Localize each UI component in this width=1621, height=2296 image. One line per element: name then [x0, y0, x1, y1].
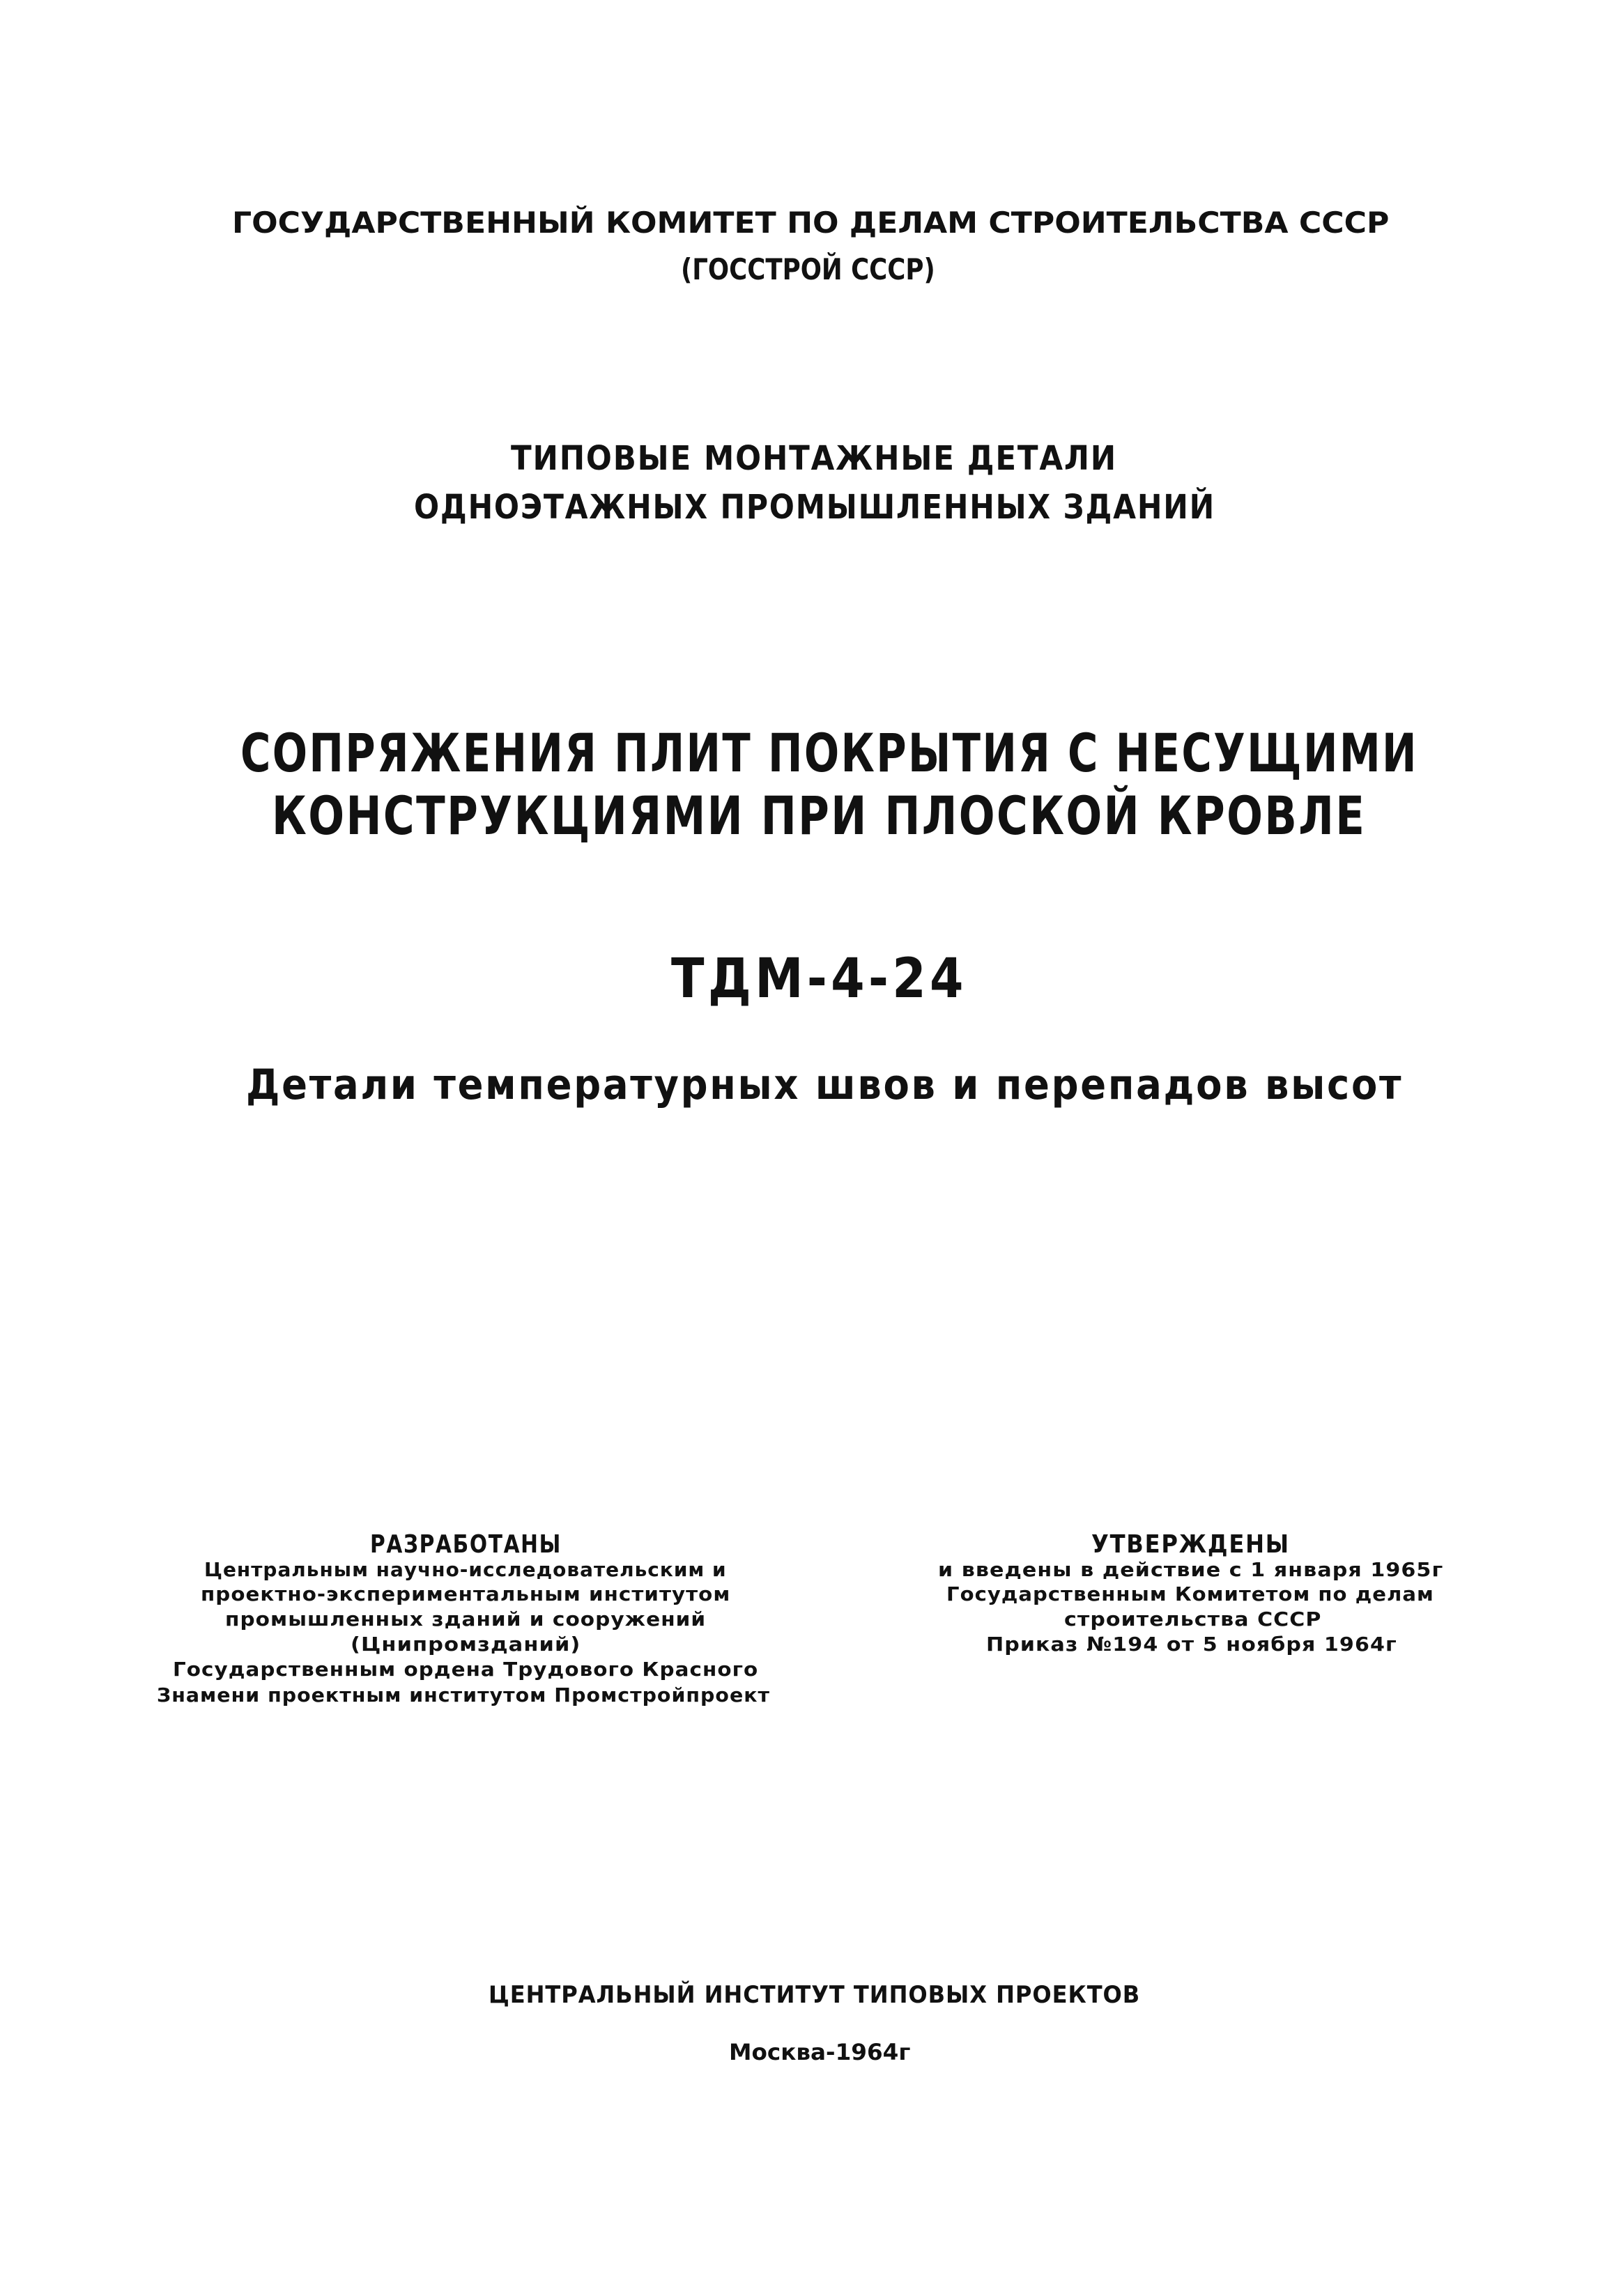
publisher-name: ЦЕНТРАЛЬНЫЙ ИНСТИТУТ ТИПОВЫХ ПРОЕКТОВ — [488, 1981, 1140, 2009]
approved-heading: УТВЕРЖДЕНЫ — [1091, 1530, 1290, 1559]
approved-line: Приказ №194 от 5 ноября 1964г — [986, 1633, 1397, 1656]
developed-line: промышленных зданий и сооружений — [225, 1608, 707, 1631]
committee-abbreviation: (ГОССТРОЙ СССР) — [680, 252, 935, 286]
document-subtitle: Детали температурных швов и перепадов высот — [246, 1061, 1404, 1109]
series-title-line2: ОДНОЭТАЖНЫХ ПРОМЫШЛЕННЫХ ЗДАНИЙ — [414, 488, 1215, 527]
approved-line: строительства СССР — [1064, 1608, 1322, 1631]
developed-line: Центральным научно-исследовательским и — [204, 1558, 727, 1581]
committee-name: ГОСУДАРСТВЕННЫЙ КОМИТЕТ ПО ДЕЛАМ СТРОИТЕЛЬСТВА СССР — [232, 206, 1390, 240]
developed-line: проектно-экспериментальным институтом — [201, 1582, 731, 1605]
document-title-line2: КОНСТРУКЦИЯМИ ПРИ ПЛОСКОЙ КРОВЛЕ — [272, 785, 1367, 847]
document-title-line1: СОПРЯЖЕНИЯ ПЛИТ ПОКРЫТИЯ С НЕСУЩИМИ — [240, 722, 1418, 784]
approved-line: и введены в действие с 1 января 1965г — [937, 1558, 1443, 1581]
developed-line: (Цнипромзданий) — [351, 1633, 581, 1656]
document-code: ТДМ-4-24 — [670, 948, 967, 1010]
developed-heading: РАЗРАБОТАНЫ — [369, 1530, 562, 1559]
approved-line: Государственным Комитетом по делам — [946, 1582, 1434, 1605]
developed-line: Государственным ордена Трудового Красного — [173, 1658, 759, 1681]
developed-line: Знамени проектным институтом Промстройпроект — [157, 1684, 771, 1706]
place-and-year: Москва-1964г — [729, 2039, 911, 2065]
series-title-line1: ТИПОВЫЕ МОНТАЖНЫЕ ДЕТАЛИ — [511, 439, 1117, 478]
